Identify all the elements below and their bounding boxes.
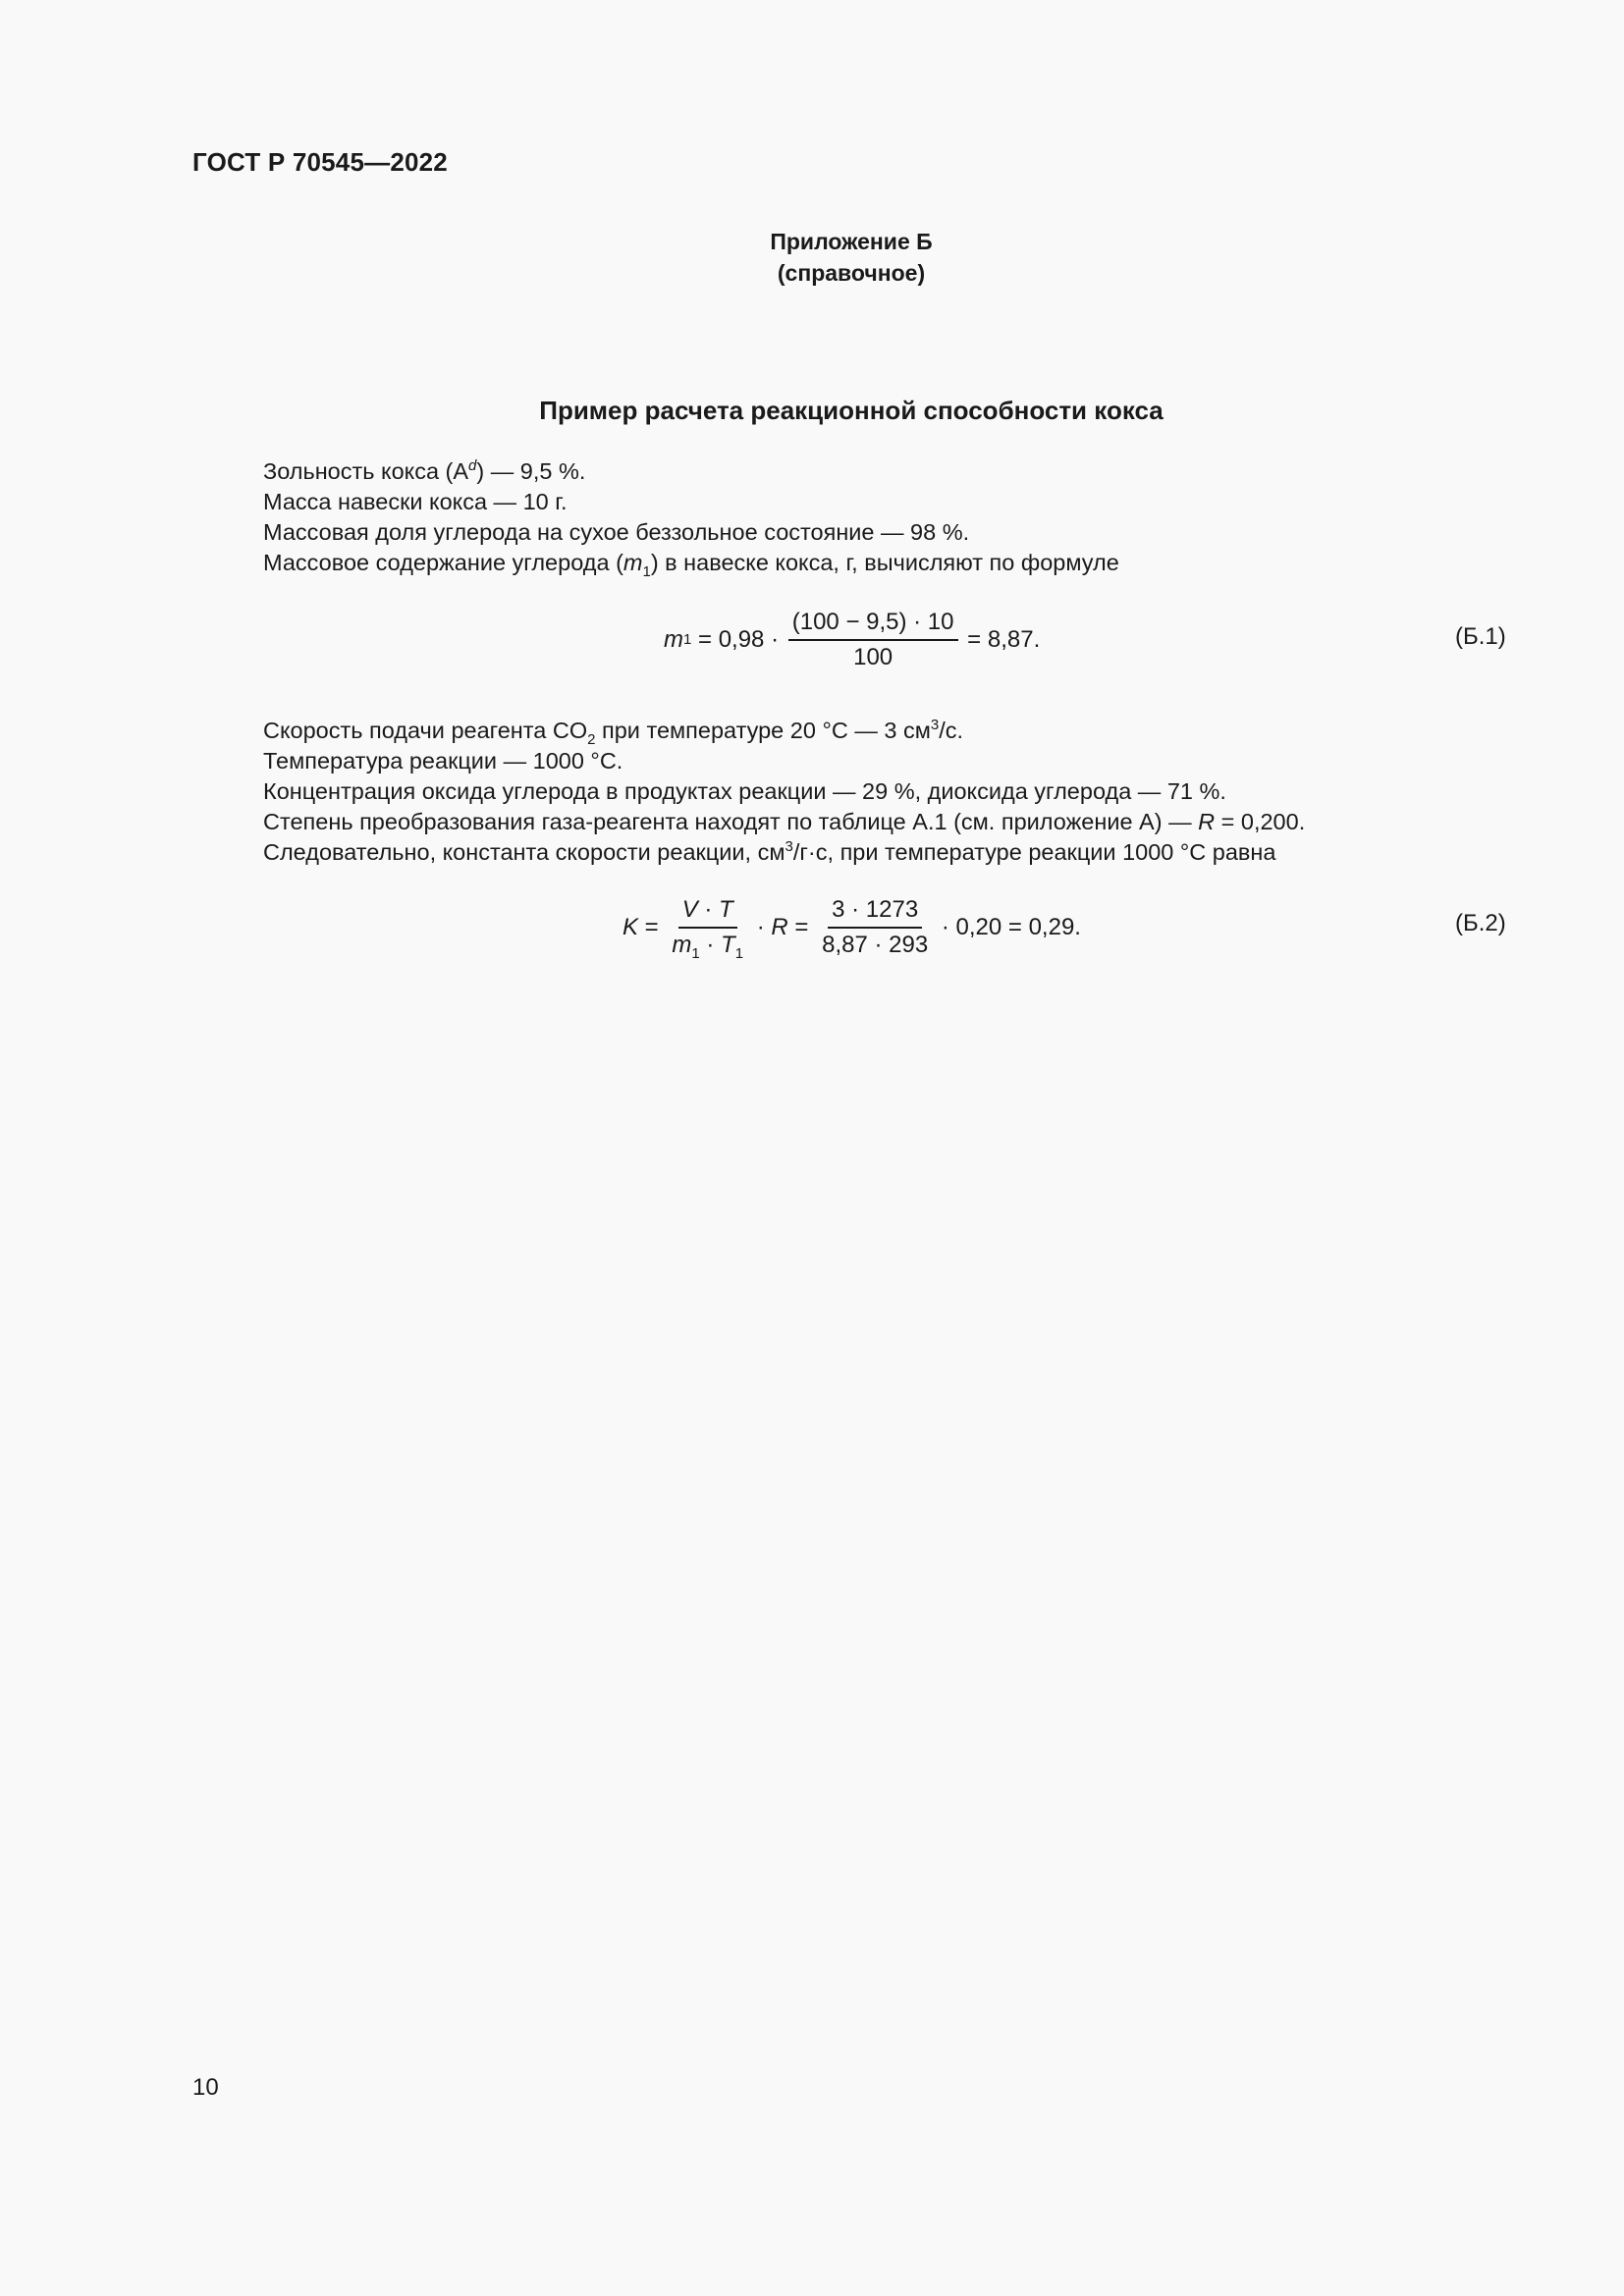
appendix-heading bbox=[0, 226, 1624, 289]
carbon-content-line: Массовое содержание углерода $(m_1)$ в навеске кокса, г, вычисляют по формуле bbox=[263, 550, 1119, 580]
equation-b2-fraction-1: $\frac{V \cdot T}{m_1 \cdot T_1}$ bbox=[672, 896, 744, 962]
input-data-paragraph bbox=[263, 456, 1119, 578]
document-id-header: ГОСТ Р 70545—2022 bbox=[192, 147, 448, 177]
equation-b2-denominator: 8,87 · 293 bbox=[822, 932, 929, 958]
equation-b1-denominator: 100 bbox=[853, 644, 893, 670]
reagent-rate-line: Скорость подачи реагента $CO_2$ при температуре 20 °С — 3 $см^3/с$. bbox=[263, 717, 964, 748]
equation-b1-fraction bbox=[788, 609, 958, 671]
conversion-degree-line: Степень преобразования газа-реагента находят по таблице А.1 (см. приложение А) — R = 0,200. bbox=[263, 809, 1306, 834]
reaction-data-paragraph bbox=[263, 716, 1305, 868]
rate-constant-line: Следовательно, константа скорости реакции, $см^3/г\cdot с$, при температуре реакции 1000 °С равна bbox=[263, 838, 1276, 865]
carbon-fraction-line: Массовая доля углерода на сухое беззольное состояние — 98 %. bbox=[263, 519, 970, 545]
equation-b2-fraction-2 bbox=[818, 896, 932, 959]
appendix-title: Приложение Б bbox=[770, 229, 933, 254]
reaction-temperature-line: Температура реакции — 1000 °С. bbox=[263, 748, 623, 774]
equation-b1-numerator: (100 − 9,5) · 10 bbox=[788, 609, 958, 641]
equation-b1-number: (Б.1) bbox=[1455, 623, 1506, 650]
equation-b2-number: (Б.2) bbox=[1455, 910, 1506, 936]
ash-content-line: Зольность кокса $(А^d)$ — 9,5 %. bbox=[263, 457, 586, 484]
equation-b2: K = $\frac{V \cdot T}{m_1 \cdot T_1}$ · R = $\frac{3 \cdot 1273}{8,87 \cdot 293}$ · 0,20 = 0,29. bbox=[623, 896, 1081, 962]
equation-b2-numerator: 3 · 1273 bbox=[828, 896, 922, 929]
equation-b1: m 1 = 0,98 · $\frac{(100 - 9,5) \cdot 10}{100}$ = 8,87. bbox=[664, 609, 1041, 670]
appendix-type: (справочное) bbox=[777, 260, 926, 286]
concentration-line: Концентрация оксида углерода в продуктах реакции — 29 %, диоксида углерода — 71 %. bbox=[263, 778, 1226, 804]
section-title: Пример расчета реакционной способности кокса bbox=[539, 396, 1164, 425]
page-number: 10 bbox=[192, 2074, 219, 2101]
sample-mass-line: Масса навески кокса — 10 г. bbox=[263, 489, 568, 514]
